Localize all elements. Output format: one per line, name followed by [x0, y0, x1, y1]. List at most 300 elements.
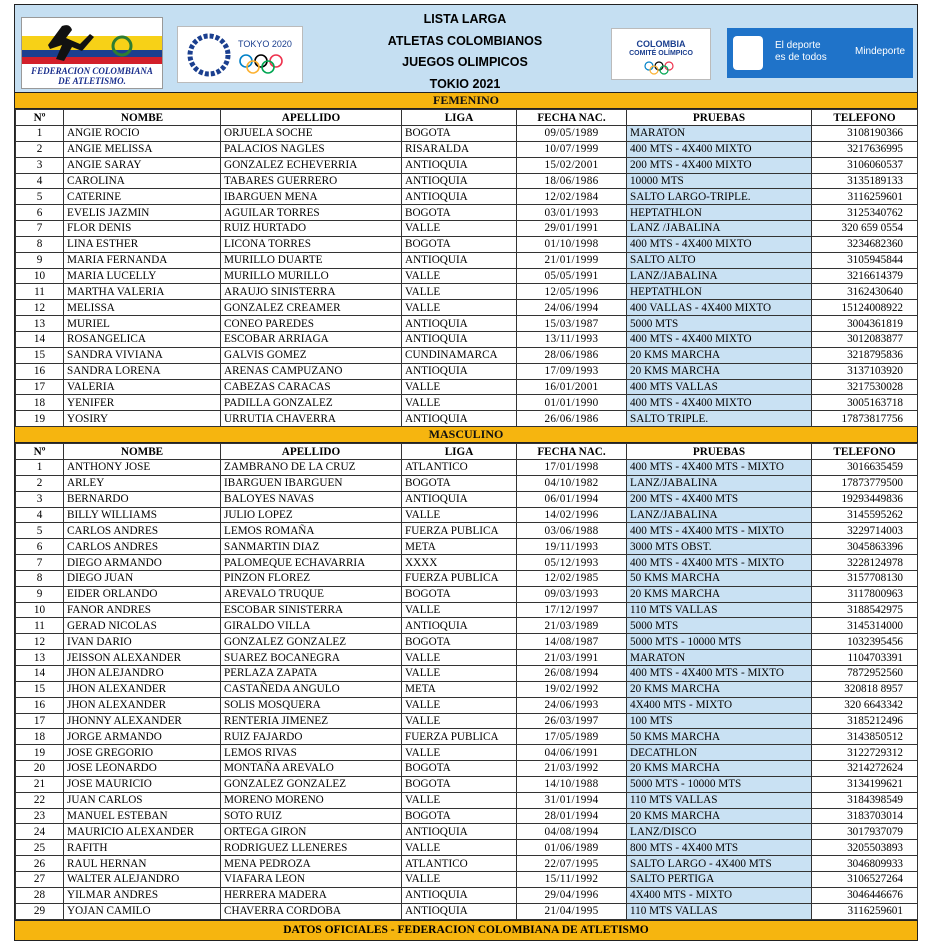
athlete-number: 4: [16, 173, 64, 189]
document-title: [315, 9, 615, 95]
athlete-surname: CONEO PAREDES: [221, 316, 402, 332]
athlete-number: 7: [16, 555, 64, 571]
athlete-birthdate: 21/03/1991: [517, 650, 627, 666]
athlete-phone: 3016635459: [812, 460, 918, 476]
athlete-name: ARLEY: [64, 475, 221, 491]
athlete-events: 200 MTS - 4X400 MIXTO: [627, 157, 812, 173]
table-row: [16, 316, 918, 332]
coc-logo-line2: COMITÉ OLÍMPICO: [629, 50, 693, 57]
athlete-birthdate: 15/03/1987: [517, 316, 627, 332]
athlete-league: ANTIOQUIA: [402, 173, 517, 189]
col-header-name: NOMBE: [64, 110, 221, 126]
athlete-surname: GIRALDO VILLA: [221, 618, 402, 634]
athlete-surname: GONZALEZ GONZALEZ: [221, 776, 402, 792]
athlete-league: FUERZA PUBLICA: [402, 523, 517, 539]
athlete-number: 15: [16, 347, 64, 363]
athlete-league: VALLE: [402, 300, 517, 316]
table-row: [16, 713, 918, 729]
athlete-phone: 3046446676: [812, 887, 918, 903]
athlete-events: 20 KMS MARCHA: [627, 586, 812, 602]
table-row: [16, 507, 918, 523]
athlete-number: 2: [16, 475, 64, 491]
athlete-birthdate: 17/01/1998: [517, 460, 627, 476]
col-header-birthdate: FECHA NAC.: [517, 110, 627, 126]
athlete-number: 8: [16, 570, 64, 586]
athlete-phone: 3229714003: [812, 523, 918, 539]
athlete-events: 800 MTS - 4X400 MTS: [627, 840, 812, 856]
athlete-number: 13: [16, 650, 64, 666]
athlete-league: FUERZA PUBLICA: [402, 729, 517, 745]
title-line-2: ATLETAS COLOMBIANOS: [387, 33, 543, 48]
athlete-surname: PERLAZA ZAPATA: [221, 666, 402, 682]
table-row: [16, 252, 918, 268]
athlete-surname: LICONA TORRES: [221, 236, 402, 252]
table-header-row: [16, 444, 918, 460]
athlete-phone: 17873817756: [812, 411, 918, 427]
athlete-league: VALLE: [402, 602, 517, 618]
athlete-number: 23: [16, 808, 64, 824]
athlete-surname: SOTO RUIZ: [221, 808, 402, 824]
athlete-name: BILLY WILLIAMS: [64, 507, 221, 523]
athlete-name: JORGE ARMANDO: [64, 729, 221, 745]
athlete-number: 3: [16, 491, 64, 507]
athlete-birthdate: 26/06/1986: [517, 411, 627, 427]
athlete-surname: PINZON FLOREZ: [221, 570, 402, 586]
table-row: [16, 618, 918, 634]
table-row: [16, 871, 918, 887]
athlete-number: 19: [16, 411, 64, 427]
athlete-name: FANOR ANDRES: [64, 602, 221, 618]
athlete-events: 20 KMS MARCHA: [627, 761, 812, 777]
athlete-league: ANTIOQUIA: [402, 887, 517, 903]
athlete-phone: 3122729312: [812, 745, 918, 761]
athlete-events: HEPTATHLON: [627, 284, 812, 300]
athlete-surname: ARAUJO SINISTERRA: [221, 284, 402, 300]
athlete-league: BOGOTA: [402, 475, 517, 491]
athlete-events: 400 MTS - 4X400 MIXTO: [627, 395, 812, 411]
athlete-surname: ZAMBRANO DE LA CRUZ: [221, 460, 402, 476]
athlete-birthdate: 04/06/1991: [517, 745, 627, 761]
athlete-name: VALERIA: [64, 379, 221, 395]
colombia-olympic-committee-logo: [611, 28, 711, 80]
title-line-1: LISTA LARGA: [423, 12, 507, 26]
table-row: [16, 697, 918, 713]
athlete-number: 25: [16, 840, 64, 856]
athlete-name: SANDRA VIVIANA: [64, 347, 221, 363]
athlete-events: 110 MTS VALLAS: [627, 903, 812, 919]
athlete-name: MARTHA VALERIA: [64, 284, 221, 300]
athlete-events: 110 MTS VALLAS: [627, 792, 812, 808]
athlete-birthdate: 15/11/1992: [517, 871, 627, 887]
athlete-phone: 3205503893: [812, 840, 918, 856]
athlete-name: CARLOS ANDRES: [64, 539, 221, 555]
tokyo-logo-text: TOKYO 2020: [238, 39, 292, 49]
athlete-name: IVAN DARIO: [64, 634, 221, 650]
athlete-number: 28: [16, 887, 64, 903]
athlete-surname: RENTERIA JIMENEZ: [221, 713, 402, 729]
athlete-league: VALLE: [402, 697, 517, 713]
athlete-number: 1: [16, 126, 64, 142]
athlete-number: 21: [16, 776, 64, 792]
athlete-number: 22: [16, 792, 64, 808]
athlete-events: SALTO PERTIGA: [627, 871, 812, 887]
athlete-birthdate: 21/03/1992: [517, 761, 627, 777]
athlete-number: 9: [16, 252, 64, 268]
athlete-phone: 3105945844: [812, 252, 918, 268]
athlete-surname: LEMOS ROMAÑA: [221, 523, 402, 539]
athlete-events: DECATHLON: [627, 745, 812, 761]
athlete-phone: 3185212496: [812, 713, 918, 729]
athlete-number: 14: [16, 666, 64, 682]
athlete-name: MARIA LUCELLY: [64, 268, 221, 284]
athlete-surname: AGUILAR TORRES: [221, 205, 402, 221]
athlete-birthdate: 13/11/1993: [517, 331, 627, 347]
athlete-events: LANZ/JABALINA: [627, 475, 812, 491]
athlete-birthdate: 24/06/1993: [517, 697, 627, 713]
athlete-surname: ORJUELA SOCHE: [221, 126, 402, 142]
athlete-number: 19: [16, 745, 64, 761]
athlete-league: VALLE: [402, 666, 517, 682]
athlete-phone: 320 659 0554: [812, 221, 918, 237]
table-row: [16, 141, 918, 157]
athlete-name: MAURICIO ALEXANDER: [64, 824, 221, 840]
athlete-number: 13: [16, 316, 64, 332]
table-row: [16, 491, 918, 507]
col-header-league: LIGA: [402, 110, 517, 126]
athlete-name: WALTER ALEJANDRO: [64, 871, 221, 887]
table-row: [16, 555, 918, 571]
athlete-name: CATERINE: [64, 189, 221, 205]
table-row: [16, 379, 918, 395]
athlete-name: YOSIRY: [64, 411, 221, 427]
col-header-phone: TELEFONO: [812, 110, 918, 126]
athlete-league: VALLE: [402, 650, 517, 666]
athlete-number: 2: [16, 141, 64, 157]
athlete-name: BERNARDO: [64, 491, 221, 507]
athlete-events: SALTO LARGO-TRIPLE.: [627, 189, 812, 205]
table-row: [16, 602, 918, 618]
document-header: [15, 5, 917, 93]
athlete-surname: GONZALEZ ECHEVERRIA: [221, 157, 402, 173]
athlete-birthdate: 15/02/2001: [517, 157, 627, 173]
athlete-phone: 3046809933: [812, 856, 918, 872]
athlete-phone: 3162430640: [812, 284, 918, 300]
athlete-name: ROSANGELICA: [64, 331, 221, 347]
athlete-phone: 3234682360: [812, 236, 918, 252]
athlete-surname: LEMOS RIVAS: [221, 745, 402, 761]
table-row: [16, 411, 918, 427]
col-header-surname: APELLIDO: [221, 444, 402, 460]
athlete-birthdate: 05/12/1993: [517, 555, 627, 571]
athlete-phone: 320818 8957: [812, 681, 918, 697]
athlete-name: ANGIE ROCIO: [64, 126, 221, 142]
athlete-name: JOSE GREGORIO: [64, 745, 221, 761]
athlete-phone: 3145314000: [812, 618, 918, 634]
athlete-surname: AREVALO TRUQUE: [221, 586, 402, 602]
athlete-league: META: [402, 681, 517, 697]
athlete-name: JEISSON ALEXANDER: [64, 650, 221, 666]
table-row: [16, 808, 918, 824]
col-header-name: NOMBE: [64, 444, 221, 460]
athlete-surname: CABEZAS CARACAS: [221, 379, 402, 395]
athlete-birthdate: 14/02/1996: [517, 507, 627, 523]
athlete-events: 5000 MTS: [627, 618, 812, 634]
table-row: [16, 460, 918, 476]
athlete-surname: HERRERA MADERA: [221, 887, 402, 903]
athlete-events: 100 MTS: [627, 713, 812, 729]
olympic-rings-icon: [236, 53, 296, 75]
athlete-number: 4: [16, 507, 64, 523]
table-row: [16, 236, 918, 252]
olympic-rings-small-icon: [612, 61, 710, 75]
athlete-surname: IBARGUEN MENA: [221, 189, 402, 205]
athlete-birthdate: 28/06/1986: [517, 347, 627, 363]
table-row: [16, 331, 918, 347]
coc-logo-line1: COLOMBIA: [636, 39, 686, 49]
athlete-name: GERAD NICOLAS: [64, 618, 221, 634]
athlete-league: ANTIOQUIA: [402, 157, 517, 173]
athlete-league: VALLE: [402, 871, 517, 887]
athlete-phone: 3017937079: [812, 824, 918, 840]
athlete-phone: 3004361819: [812, 316, 918, 332]
table-row: [16, 903, 918, 919]
athlete-surname: CHAVERRA CORDOBA: [221, 903, 402, 919]
col-header-surname: APELLIDO: [221, 110, 402, 126]
athlete-league: VALLE: [402, 507, 517, 523]
athlete-league: VALLE: [402, 284, 517, 300]
athlete-birthdate: 14/08/1987: [517, 634, 627, 650]
athlete-list-sheet: [14, 4, 918, 941]
athlete-birthdate: 21/04/1995: [517, 903, 627, 919]
athlete-league: ANTIOQUIA: [402, 363, 517, 379]
table-row: [16, 840, 918, 856]
masculino-section-title: MASCULINO: [15, 427, 917, 443]
table-row: [16, 539, 918, 555]
athlete-events: 400 MTS - 4X400 MTS - MIXTO: [627, 460, 812, 476]
table-row: [16, 729, 918, 745]
athlete-name: ANTHONY JOSE: [64, 460, 221, 476]
athlete-phone: 3108190366: [812, 126, 918, 142]
table-row: [16, 634, 918, 650]
athlete-events: 5000 MTS - 10000 MTS: [627, 776, 812, 792]
athlete-number: 6: [16, 205, 64, 221]
athlete-birthdate: 16/01/2001: [517, 379, 627, 395]
athlete-surname: SUAREZ BOCANEGRA: [221, 650, 402, 666]
athlete-number: 10: [16, 268, 64, 284]
athlete-league: BOGOTA: [402, 761, 517, 777]
athlete-birthdate: 21/01/1999: [517, 252, 627, 268]
athlete-birthdate: 04/10/1982: [517, 475, 627, 491]
athlete-birthdate: 26/03/1997: [517, 713, 627, 729]
athlete-number: 8: [16, 236, 64, 252]
athlete-league: ANTIOQUIA: [402, 331, 517, 347]
athlete-name: SANDRA LORENA: [64, 363, 221, 379]
athlete-surname: PADILLA GONZALEZ: [221, 395, 402, 411]
athlete-events: 400 MTS - 4X400 MIXTO: [627, 331, 812, 347]
athlete-surname: SOLIS MOSQUERA: [221, 697, 402, 713]
col-header-league: LIGA: [402, 444, 517, 460]
athlete-phone: 320 6643342: [812, 697, 918, 713]
athlete-events: 10000 MTS: [627, 173, 812, 189]
athlete-surname: JULIO LOPEZ: [221, 507, 402, 523]
athlete-birthdate: 12/02/1984: [517, 189, 627, 205]
athlete-league: ATLANTICO: [402, 460, 517, 476]
table-row: [16, 792, 918, 808]
table-row: [16, 157, 918, 173]
athlete-surname: MORENO MORENO: [221, 792, 402, 808]
athlete-league: VALLE: [402, 713, 517, 729]
table-row: [16, 189, 918, 205]
athlete-name: JHON ALEJANDRO: [64, 666, 221, 682]
athlete-phone: 1032395456: [812, 634, 918, 650]
athlete-name: JOSE LEONARDO: [64, 761, 221, 777]
femenino-rows: [16, 126, 918, 427]
athlete-name: YOJAN CAMILO: [64, 903, 221, 919]
table-row: [16, 268, 918, 284]
athlete-name: MELISSA: [64, 300, 221, 316]
athlete-number: 20: [16, 761, 64, 777]
athlete-number: 7: [16, 221, 64, 237]
tokyo-2020-logo: [177, 26, 303, 83]
athlete-phone: 3157708130: [812, 570, 918, 586]
athlete-events: 20 KMS MARCHA: [627, 681, 812, 697]
col-header-number: Nº: [16, 110, 64, 126]
athlete-events: LANZ/DISCO: [627, 824, 812, 840]
athlete-phone: 3117800963: [812, 586, 918, 602]
table-header-row: [16, 110, 918, 126]
athlete-surname: MONTAÑA AREVALO: [221, 761, 402, 777]
table-row: [16, 221, 918, 237]
athlete-events: 200 MTS - 4X400 MTS: [627, 491, 812, 507]
athlete-league: ANTIOQUIA: [402, 189, 517, 205]
athlete-birthdate: 09/03/1993: [517, 586, 627, 602]
athlete-events: MARATON: [627, 650, 812, 666]
athlete-events: 50 KMS MARCHA: [627, 570, 812, 586]
athlete-phone: 3184398549: [812, 792, 918, 808]
athlete-name: EVELIS JAZMIN: [64, 205, 221, 221]
athlete-surname: IBARGUEN IBARGUEN: [221, 475, 402, 491]
table-row: [16, 761, 918, 777]
athlete-name: ANGIE SARAY: [64, 157, 221, 173]
athlete-number: 5: [16, 189, 64, 205]
mindeporte-logo: [727, 28, 913, 78]
athlete-phone: 3137103920: [812, 363, 918, 379]
athlete-birthdate: 01/10/1998: [517, 236, 627, 252]
athlete-events: LANZ/JABALINA: [627, 507, 812, 523]
athlete-name: LINA ESTHER: [64, 236, 221, 252]
athlete-events: 110 MTS VALLAS: [627, 602, 812, 618]
athlete-phone: 3183703014: [812, 808, 918, 824]
athlete-number: 12: [16, 300, 64, 316]
col-header-events: PRUEBAS: [627, 444, 812, 460]
athlete-surname: ARENAS CAMPUZANO: [221, 363, 402, 379]
athlete-league: ANTIOQUIA: [402, 824, 517, 840]
athlete-league: ANTIOQUIA: [402, 491, 517, 507]
athlete-name: YILMAR ANDRES: [64, 887, 221, 903]
athlete-number: 18: [16, 395, 64, 411]
athlete-league: BOGOTA: [402, 776, 517, 792]
athlete-birthdate: 05/05/1991: [517, 268, 627, 284]
athlete-surname: ESCOBAR ARRIAGA: [221, 331, 402, 347]
table-row: [16, 856, 918, 872]
athlete-surname: RODRIGUEZ LLENERES: [221, 840, 402, 856]
athlete-birthdate: 19/11/1993: [517, 539, 627, 555]
athlete-birthdate: 17/09/1993: [517, 363, 627, 379]
athlete-events: 400 MTS - 4X400 MTS - MIXTO: [627, 523, 812, 539]
table-row: [16, 475, 918, 491]
table-row: [16, 824, 918, 840]
athlete-birthdate: 19/02/1992: [517, 681, 627, 697]
athlete-league: VALLE: [402, 395, 517, 411]
athlete-league: FUERZA PUBLICA: [402, 570, 517, 586]
athlete-league: XXXX: [402, 555, 517, 571]
athlete-league: META: [402, 539, 517, 555]
athlete-birthdate: 24/06/1994: [517, 300, 627, 316]
athlete-name: CARLOS ANDRES: [64, 523, 221, 539]
athlete-surname: TABARES GUERRERO: [221, 173, 402, 189]
athlete-name: RAUL HERNAN: [64, 856, 221, 872]
athlete-birthdate: 29/01/1991: [517, 221, 627, 237]
athlete-number: 16: [16, 697, 64, 713]
athlete-league: ANTIOQUIA: [402, 411, 517, 427]
athlete-league: BOGOTA: [402, 236, 517, 252]
athlete-league: ANTIOQUIA: [402, 316, 517, 332]
athlete-phone: 3116259601: [812, 903, 918, 919]
table-row: [16, 586, 918, 602]
athlete-events: LANZ /JABALINA: [627, 221, 812, 237]
athlete-events: 5000 MTS: [627, 316, 812, 332]
athlete-league: VALLE: [402, 379, 517, 395]
table-row: [16, 205, 918, 221]
athlete-surname: PALOMEQUE ECHAVARRIA: [221, 555, 402, 571]
col-header-phone: TELEFONO: [812, 444, 918, 460]
athlete-surname: GONZALEZ CREAMER: [221, 300, 402, 316]
table-row: [16, 347, 918, 363]
table-row: [16, 395, 918, 411]
athlete-birthdate: 12/02/1985: [517, 570, 627, 586]
athlete-surname: ESCOBAR SINISTERRA: [221, 602, 402, 618]
athlete-name: JHONNY ALEXANDER: [64, 713, 221, 729]
masculino-table: [15, 443, 918, 919]
athlete-phone: 3116259601: [812, 189, 918, 205]
athlete-phone: 19293449836: [812, 491, 918, 507]
athlete-number: 6: [16, 539, 64, 555]
athlete-events: SALTO TRIPLE.: [627, 411, 812, 427]
athlete-number: 9: [16, 586, 64, 602]
athlete-phone: 3135189133: [812, 173, 918, 189]
athlete-league: CUNDINAMARCA: [402, 347, 517, 363]
athlete-name: YENIFER: [64, 395, 221, 411]
table-row: [16, 523, 918, 539]
athlete-number: 1: [16, 460, 64, 476]
athlete-name: DIEGO JUAN: [64, 570, 221, 586]
athlete-surname: MURILLO DUARTE: [221, 252, 402, 268]
col-header-birthdate: FECHA NAC.: [517, 444, 627, 460]
table-row: [16, 776, 918, 792]
athlete-phone: 3214272624: [812, 761, 918, 777]
athlete-number: 26: [16, 856, 64, 872]
athlete-league: BOGOTA: [402, 634, 517, 650]
athlete-surname: VIAFARA LEON: [221, 871, 402, 887]
athlete-phone: 3145595262: [812, 507, 918, 523]
min-name: Mindeporte: [855, 46, 906, 57]
athlete-events: 3000 MTS OBST.: [627, 539, 812, 555]
athlete-birthdate: 06/01/1994: [517, 491, 627, 507]
athlete-events: 400 MTS - 4X400 MTS - MIXTO: [627, 555, 812, 571]
athlete-events: 400 MTS - 4X400 MTS - MIXTO: [627, 666, 812, 682]
athlete-number: 11: [16, 284, 64, 300]
athlete-number: 15: [16, 681, 64, 697]
